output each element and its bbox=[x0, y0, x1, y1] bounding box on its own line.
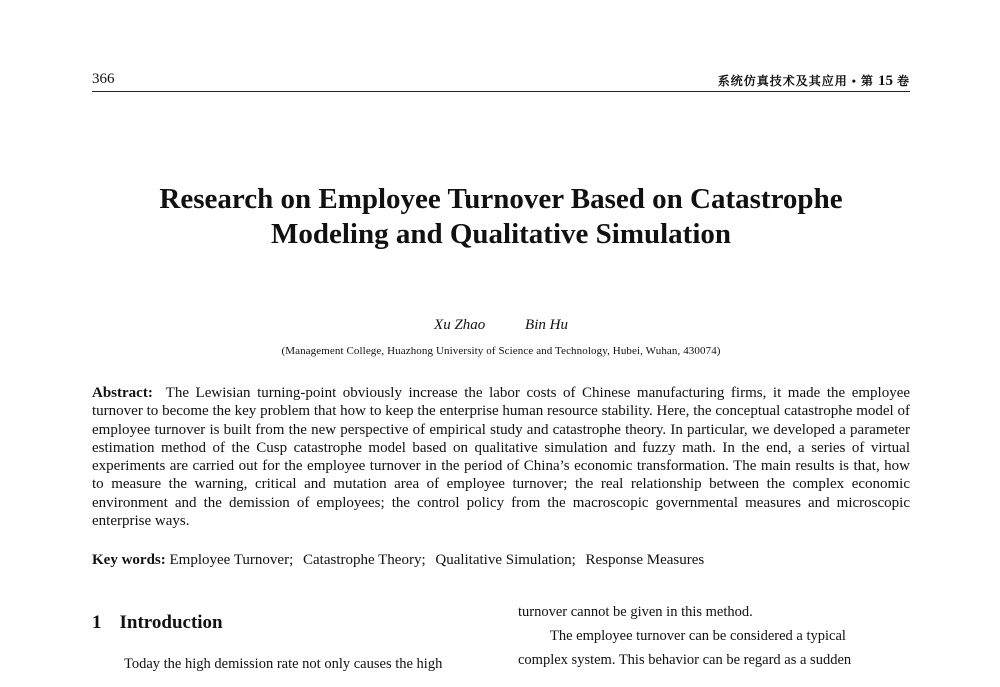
keyword: Qualitative Simulation; bbox=[435, 552, 576, 568]
affiliation: (Management College, Huazhong University of Science and Technology, Hubei, Wuhan, 430074) bbox=[281, 345, 721, 357]
journal-running-title bbox=[718, 72, 910, 90]
keyword: Catastrophe Theory; bbox=[303, 552, 426, 568]
author-name: Xu Zhao bbox=[434, 317, 486, 333]
body-paragraph: complex system. This behavior can be regard as a sudden bbox=[518, 652, 852, 668]
section-number: 1 bbox=[92, 612, 102, 633]
body-paragraph: turnover cannot be given in this method. bbox=[518, 604, 753, 620]
keyword: Response Measures bbox=[585, 552, 705, 568]
keywords-label: Key words: bbox=[92, 552, 166, 568]
body-paragraph: The employee turnover can be considered a typical bbox=[550, 628, 846, 644]
section-heading bbox=[92, 612, 485, 638]
body-paragraph: Today the high demission rate not only causes the high bbox=[124, 656, 443, 672]
section-title: Introduction bbox=[119, 612, 223, 633]
left-column bbox=[92, 612, 485, 676]
abstract-label: Abstract: bbox=[92, 385, 153, 401]
paper-title-line-1: Research on Employee Turnover Based on Catastrophe bbox=[159, 183, 843, 215]
keywords bbox=[92, 551, 910, 569]
page-number: 366 bbox=[92, 71, 115, 87]
keyword: Employee Turnover; bbox=[169, 552, 294, 568]
right-column bbox=[518, 600, 910, 672]
volume-number: 15 bbox=[877, 73, 893, 89]
paper-title bbox=[92, 182, 910, 252]
author-name: Bin Hu bbox=[525, 317, 568, 333]
journal-name: 系统仿真技术及其应用 • 第 bbox=[717, 74, 874, 88]
paper-title-line-2: Modeling and Qualitative Simulation bbox=[270, 218, 732, 250]
abstract bbox=[92, 384, 910, 530]
author-list bbox=[92, 317, 910, 334]
volume-suffix: 卷 bbox=[896, 74, 910, 88]
abstract-text: The Lewisian turning-point obviously increase the labor costs of Chinese manufacturing firms, it made the employee turnover to become the key problem that how to keep the enterprise human resource stability. Here, the conceptual catastrophe model of employee turnover is built from the new perspective of empirical study and catastrophe theory. In particular, we developed a parameter estimation method of the Cusp catastrophe model based on qualitative simulation and fuzzy math. In the end, a series of virtual experiments are carried out for the employee turnover in the period of China’s economic transformation. The main results is that, how to measure the warning, critical and mutation area of employee turnover; the real relationship between the complex economic environment and the demission of employees; the control policy from the macroscopic governmental measures and microscopic enterprise ways. bbox=[92, 385, 911, 530]
page-header bbox=[92, 71, 910, 92]
